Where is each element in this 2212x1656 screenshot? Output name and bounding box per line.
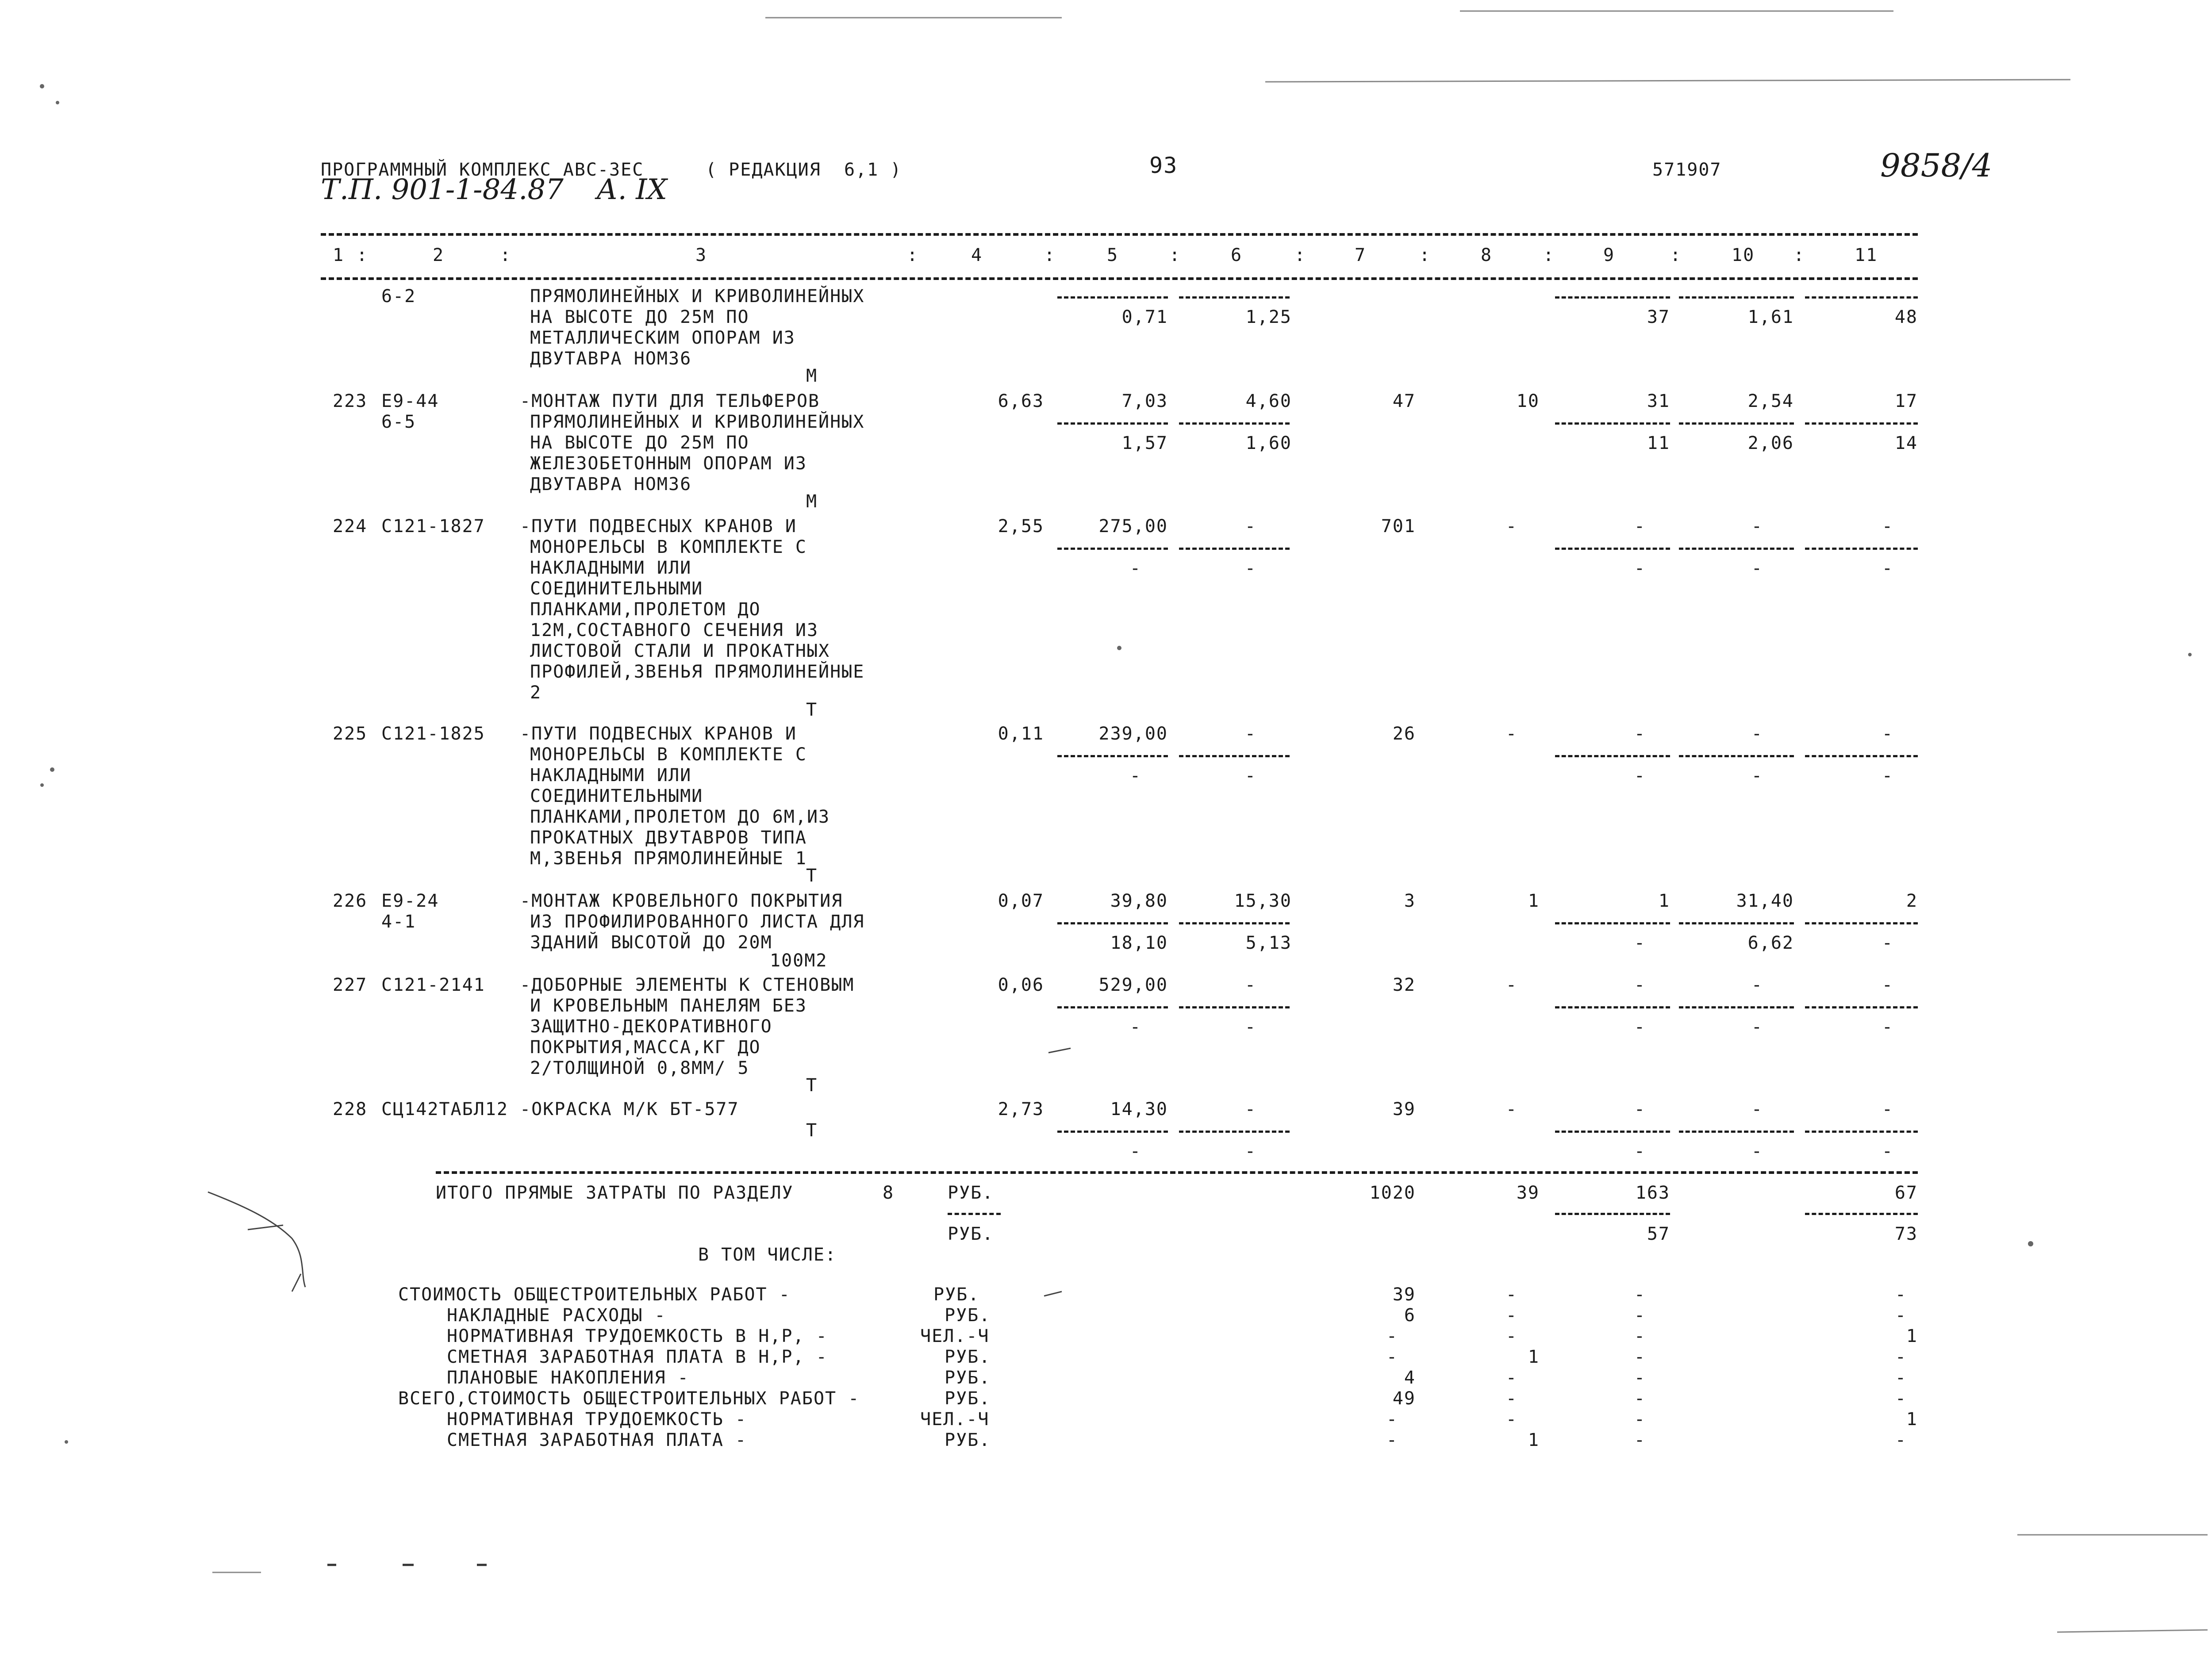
summary-label: ВСЕГО,СТОИМОСТЬ ОБЩЕСТРОИТЕЛЬНЫХ РАБОТ - [398, 1388, 860, 1409]
totals-cell-8: 39 [1516, 1183, 1540, 1203]
totals-section-number: 8 [883, 1183, 895, 1203]
summary-cell-11: - [1895, 1284, 1907, 1305]
cell-8: - [1505, 975, 1517, 995]
handwritten-album: А. IX [596, 173, 667, 206]
cell-7: 26 [1392, 724, 1416, 744]
page-number: 93 [1149, 153, 1178, 178]
row-desc-line: -МОНТАЖ ПУТИ ДЛЯ ТЕЛЬФЕРОВ [520, 391, 820, 411]
col-11-header: 11 [1855, 245, 1878, 265]
cell-5-sub: - [1129, 558, 1141, 579]
cell-5: 239,00 [1098, 724, 1168, 744]
summary-unit: ЧЕЛ.-Ч [920, 1409, 990, 1430]
summary-label: НОРМАТИВНАЯ ТРУДОЕМКОСТЬ - [447, 1409, 747, 1430]
cell-6: 4,60 [1245, 391, 1292, 411]
col-sep: : [1169, 245, 1181, 265]
row-unit: М [806, 491, 818, 512]
row-desc-line: НА ВЫСОТЕ ДО 25М ПО [530, 433, 749, 453]
cell-9-sub: - [1634, 766, 1646, 786]
cell-6-sub: - [1244, 766, 1256, 786]
row-code: СЦ142ТАБЛ12 [381, 1099, 508, 1119]
cell-10: - [1751, 724, 1763, 744]
cell-10: 2,54 [1747, 391, 1794, 411]
summary-cell-7: 39 [1392, 1284, 1416, 1305]
cell-7: 3 [1404, 891, 1416, 911]
row-number: 224 [333, 516, 368, 537]
summary-cell-7: 6 [1404, 1305, 1416, 1326]
row-desc-line: МОНОРЕЛЬСЫ В КОМПЛЕКТЕ С [530, 537, 807, 557]
row-desc-line: 2/ТОЛЩИНОЙ 0,8ММ/ 5 [530, 1058, 749, 1078]
cell-11: - [1882, 975, 1893, 995]
cell-5-sub: - [1129, 1141, 1141, 1162]
cell-6: 15,30 [1234, 891, 1292, 911]
cell-7: 47 [1392, 391, 1416, 411]
row-desc-line: ПОКРЫТИЯ,МАССА,КГ ДО [530, 1037, 761, 1058]
col-2-header: 2 [433, 245, 445, 265]
row-desc-line: ИЗ ПРОФИЛИРОВАННОГО ЛИСТА ДЛЯ [530, 912, 865, 932]
row-unit: Т [806, 1120, 818, 1141]
cell-5: 39,80 [1110, 891, 1168, 911]
summary-cell-11: 1 [1906, 1409, 1918, 1430]
col-7-header: 7 [1355, 245, 1367, 265]
row-desc-line: МОНОРЕЛЬСЫ В КОМПЛЕКТЕ С [530, 744, 807, 765]
col-5-header: 5 [1107, 245, 1119, 265]
summary-cell-11: - [1895, 1305, 1907, 1326]
row-code: С121-1825 [381, 724, 485, 744]
row-desc-line: ПРОКАТНЫХ ДВУТАВРОВ ТИПА [530, 828, 807, 848]
summary-cell-9: - [1634, 1368, 1646, 1388]
summary-cell-8: - [1505, 1326, 1517, 1346]
program-title: ПРОГРАММНЫЙ КОМПЛЕКС АВС-3ЕС [321, 160, 644, 180]
row-number: 225 [333, 724, 368, 744]
cell-6: - [1244, 975, 1256, 995]
col-sep: : [1670, 245, 1682, 265]
document-code: 571907 [1652, 160, 1722, 180]
including-label: В ТОМ ЧИСЛЕ: [698, 1245, 837, 1265]
cell-11: 17 [1894, 391, 1918, 411]
cell-11-sub: - [1882, 766, 1893, 786]
col-sep: : [500, 245, 512, 265]
summary-cell-9: - [1634, 1347, 1646, 1367]
row-desc-line: 12М,СОСТАВНОГО СЕЧЕНИЯ ИЗ [530, 620, 819, 640]
summary-cell-11: - [1895, 1368, 1907, 1388]
summary-label: СМЕТНАЯ ЗАРАБОТНАЯ ПЛАТА - [447, 1430, 747, 1450]
cell-4: 0,11 [998, 724, 1044, 744]
summary-unit: ЧЕЛ.-Ч [920, 1326, 990, 1346]
summary-cell-7: 4 [1404, 1368, 1416, 1388]
row-code: 6-2 [381, 286, 416, 307]
summary-cell-7: - [1386, 1430, 1398, 1450]
row-unit: 100М2 [770, 951, 828, 971]
cell-9: 31 [1647, 391, 1670, 411]
summary-unit: РУБ. [945, 1388, 991, 1409]
col-sep: : [907, 245, 919, 265]
cell-11-sub: 14 [1894, 433, 1918, 453]
summary-cell-7: - [1386, 1409, 1398, 1430]
col-sep: : [1793, 245, 1805, 265]
cell-10: - [1751, 1099, 1763, 1119]
row-unit: Т [806, 1075, 818, 1096]
cell-9: - [1634, 975, 1646, 995]
summary-label: СТОИМОСТЬ ОБЩЕСТРОИТЕЛЬНЫХ РАБОТ - [398, 1284, 791, 1305]
cell-4: 2,55 [998, 516, 1044, 537]
row-number: 223 [333, 391, 368, 411]
cell-9-sub: 11 [1647, 433, 1670, 453]
row-desc-line: -ПУТИ ПОДВЕСНЫХ КРАНОВ И [520, 516, 797, 537]
cell-11-sub: 48 [1894, 307, 1918, 327]
cell-10-sub: - [1751, 1141, 1763, 1162]
summary-unit: РУБ. [945, 1347, 991, 1367]
summary-unit: РУБ. [945, 1305, 991, 1326]
cell-11-sub: - [1882, 1141, 1893, 1162]
cell-10-sub: - [1751, 766, 1763, 786]
totals-unit: РУБ. [948, 1183, 994, 1203]
row-number: 227 [333, 975, 368, 995]
cell-10-sub: - [1751, 1017, 1763, 1037]
cell-5-sub: - [1129, 1017, 1141, 1037]
row-desc-line: ЗАЩИТНО-ДЕКОРАТИВНОГО [530, 1016, 772, 1037]
row-desc-line: ЖЕЛЕЗОБЕТОННЫМ ОПОРАМ ИЗ [530, 453, 807, 474]
cell-6-sub: 1,25 [1245, 307, 1292, 327]
col-sep: : [1543, 245, 1555, 265]
summary-label: СМЕТНАЯ ЗАРАБОТНАЯ ПЛАТА В Н,Р, - [447, 1347, 828, 1367]
cell-9-sub: - [1634, 1017, 1646, 1037]
cell-9-sub: - [1634, 933, 1646, 953]
cell-6-sub: - [1244, 558, 1256, 579]
summary-cell-9: - [1634, 1326, 1646, 1346]
summary-cell-9: - [1634, 1284, 1646, 1305]
col-6-header: 6 [1231, 245, 1243, 265]
col-sep: : [357, 245, 369, 265]
cell-7: 39 [1392, 1099, 1416, 1119]
cell-8: 1 [1528, 891, 1540, 911]
summary-cell-11: - [1895, 1388, 1907, 1409]
totals-sub-9: 57 [1647, 1224, 1670, 1244]
cell-6-sub: - [1244, 1141, 1256, 1162]
row-number: 226 [333, 891, 368, 911]
row-desc-line: СОЕДИНИТЕЛЬНЫМИ [530, 786, 703, 806]
cell-9: 1 [1658, 891, 1670, 911]
col-9-header: 9 [1603, 245, 1615, 265]
summary-unit: РУБ. [945, 1368, 991, 1388]
cell-9: - [1634, 724, 1646, 744]
row-desc-line: 2 [530, 682, 542, 703]
row-desc-line: -МОНТАЖ КРОВЕЛЬНОГО ПОКРЫТИЯ [520, 891, 843, 911]
cell-5-sub: 0,71 [1121, 307, 1168, 327]
cell-8: - [1505, 516, 1517, 537]
summary-cell-11: 1 [1906, 1326, 1918, 1346]
cell-6: - [1244, 724, 1256, 744]
summary-unit: РУБ. [933, 1284, 980, 1305]
cell-10: - [1751, 516, 1763, 537]
col-sep: : [1294, 245, 1306, 265]
totals-unit-2: РУБ. [948, 1224, 994, 1244]
col-3-header: 3 [695, 245, 707, 265]
cell-10-sub: 6,62 [1747, 933, 1794, 953]
edition-label: ( РЕДАКЦИЯ 6,1 ) [706, 160, 902, 180]
summary-cell-7: - [1386, 1347, 1398, 1367]
cell-9-sub: 37 [1647, 307, 1670, 327]
summary-cell-8: 1 [1528, 1347, 1540, 1367]
cell-5: 14,30 [1110, 1099, 1168, 1119]
summary-cell-8: - [1505, 1305, 1517, 1326]
cell-11: - [1882, 1099, 1893, 1119]
col-4-header: 4 [971, 245, 983, 265]
cell-11-sub: - [1882, 558, 1893, 579]
cell-9-sub: - [1634, 558, 1646, 579]
row-unit: М [806, 366, 818, 386]
summary-unit: РУБ. [945, 1430, 991, 1450]
row-code: Е9-24 [381, 891, 439, 911]
cell-4: 0,07 [998, 891, 1044, 911]
summary-label: ПЛАНОВЫЕ НАКОПЛЕНИЯ - [447, 1368, 689, 1388]
cell-4: 6,63 [998, 391, 1044, 411]
cell-5-sub: - [1129, 766, 1141, 786]
cell-11: 2 [1906, 891, 1918, 911]
row-desc-line: -ДОБОРНЫЕ ЭЛЕМЕНТЫ К СТЕНОВЫМ [520, 975, 855, 995]
cell-9: - [1634, 1099, 1646, 1119]
summary-cell-8: - [1505, 1284, 1517, 1305]
cell-4: 2,73 [998, 1099, 1044, 1119]
row-code: Е9-44 [381, 391, 439, 411]
summary-label: НАКЛАДНЫЕ РАСХОДЫ - [447, 1305, 666, 1326]
summary-cell-11: - [1895, 1430, 1907, 1450]
row-desc-line: -ОКРАСКА М/К БТ-577 [520, 1099, 739, 1119]
totals-cell-11: 67 [1894, 1183, 1918, 1203]
cell-7: 701 [1381, 516, 1416, 537]
row-code-sub: 4-1 [381, 912, 416, 932]
row-desc-line: ЗДАНИЙ ВЫСОТОЙ ДО 20М [530, 932, 772, 953]
summary-cell-11: - [1895, 1347, 1907, 1367]
handwritten-doc-ref: Т.П. 901-1-84.87 [321, 173, 564, 206]
row-unit: Т [806, 700, 818, 720]
cell-9-sub: - [1634, 1141, 1646, 1162]
cell-11: - [1882, 516, 1893, 537]
cell-11-sub: - [1882, 933, 1893, 953]
summary-cell-8: - [1505, 1388, 1517, 1409]
row-code: С121-2141 [381, 975, 485, 995]
cell-10-sub: - [1751, 558, 1763, 579]
cell-10-sub: 2,06 [1747, 433, 1794, 453]
row-number: 228 [333, 1099, 368, 1119]
row-desc-line: НА ВЫСОТЕ ДО 25М ПО [530, 307, 749, 327]
row-unit: Т [806, 866, 818, 886]
cell-5: 529,00 [1098, 975, 1168, 995]
cell-5-sub: 18,10 [1110, 933, 1168, 953]
col-sep: : [1419, 245, 1431, 265]
row-desc-line: ДВУТАВРА НОМ36 [530, 474, 692, 494]
row-desc-line: И КРОВЕЛЬНЫМ ПАНЕЛЯМ БЕЗ [530, 996, 807, 1016]
summary-cell-8: - [1505, 1409, 1517, 1430]
summary-cell-8: - [1505, 1368, 1517, 1388]
row-desc-line: М,ЗВЕНЬЯ ПРЯМОЛИНЕЙНЫЕ 1 [530, 848, 807, 869]
row-desc-line: ПРЯМОЛИНЕЙНЫХ И КРИВОЛИНЕЙНЫХ [530, 412, 865, 432]
summary-cell-9: - [1634, 1409, 1646, 1430]
summary-label: НОРМАТИВНАЯ ТРУДОЕМКОСТЬ В Н,Р, - [447, 1326, 828, 1346]
summary-cell-7: - [1386, 1326, 1398, 1346]
row-desc-line: СОЕДИНИТЕЛЬНЫМИ [530, 579, 703, 599]
row-desc-line: ЛИСТОВОЙ СТАЛИ И ПРОКАТНЫХ [530, 641, 830, 661]
cell-5: 275,00 [1098, 516, 1168, 537]
row-desc-line: НАКЛАДНЫМИ ИЛИ [530, 765, 692, 786]
row-desc-line: -ПУТИ ПОДВЕСНЫХ КРАНОВ И [520, 724, 797, 744]
summary-cell-9: - [1634, 1388, 1646, 1409]
summary-cell-7: 49 [1392, 1388, 1416, 1409]
row-desc-line: МЕТАЛЛИЧЕСКИМ ОПОРАМ ИЗ [530, 328, 795, 348]
row-code-sub: 6-5 [381, 412, 416, 432]
cell-4: 0,06 [998, 975, 1044, 995]
col-10-header: 10 [1732, 245, 1755, 265]
totals-label: ИТОГО ПРЯМЫЕ ЗАТРАТЫ ПО РАЗДЕЛУ [436, 1183, 794, 1203]
row-desc-line: НАКЛАДНЫМИ ИЛИ [530, 558, 692, 578]
cell-10-sub: 1,61 [1747, 307, 1794, 327]
row-code: С121-1827 [381, 516, 485, 537]
cell-11: - [1882, 724, 1893, 744]
col-sep: : [1044, 245, 1056, 265]
summary-cell-8: 1 [1528, 1430, 1540, 1450]
row-desc-line: ПРОФИЛЕЙ,ЗВЕНЬЯ ПРЯМОЛИНЕЙНЫЕ [530, 662, 865, 682]
summary-cell-9: - [1634, 1305, 1646, 1326]
totals-cell-9: 163 [1635, 1183, 1670, 1203]
cell-6: - [1244, 1099, 1256, 1119]
cell-6-sub: 5,13 [1245, 933, 1292, 953]
row-desc-line: ПЛАНКАМИ,ПРОЛЕТОМ ДО [530, 599, 761, 620]
col-1-header: 1 [333, 245, 345, 265]
row-desc-line: ДВУТАВРА НОМ36 [530, 349, 692, 369]
cell-10: 31,40 [1736, 891, 1794, 911]
cell-5-sub: 1,57 [1121, 433, 1168, 453]
cell-8: - [1505, 724, 1517, 744]
cell-11-sub: - [1882, 1017, 1893, 1037]
handwritten-stamp: 9858/4 [1880, 147, 1993, 184]
row-desc-line: ПРЯМОЛИНЕЙНЫХ И КРИВОЛИНЕЙНЫХ [530, 286, 865, 307]
col-8-header: 8 [1481, 245, 1493, 265]
totals-cell-7: 1020 [1369, 1183, 1416, 1203]
row-desc-line: ПЛАНКАМИ,ПРОЛЕТОМ ДО 6М,ИЗ [530, 807, 830, 827]
cell-8: 10 [1516, 391, 1540, 411]
cell-8: - [1505, 1099, 1517, 1119]
cell-6: - [1244, 516, 1256, 537]
cell-7: 32 [1392, 975, 1416, 995]
cell-9: - [1634, 516, 1646, 537]
cell-5: 7,03 [1121, 391, 1168, 411]
cell-6-sub: - [1244, 1017, 1256, 1037]
cell-10: - [1751, 975, 1763, 995]
cell-6-sub: 1,60 [1245, 433, 1292, 453]
summary-cell-9: - [1634, 1430, 1646, 1450]
totals-sub-11: 73 [1894, 1224, 1918, 1244]
